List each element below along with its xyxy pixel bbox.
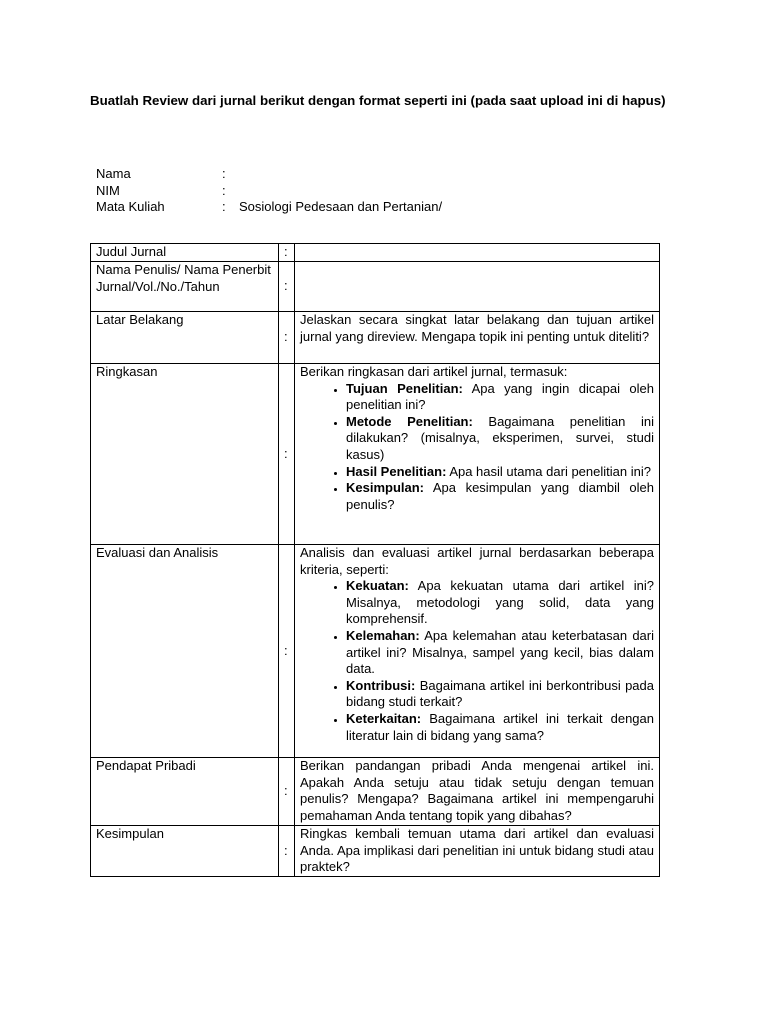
item-text: Bagaimana penelitian ini dilakukan? (misalnya, eksperimen, survei, studi kasus) [346, 413, 654, 462]
list-item [346, 578, 654, 628]
item-text: Apa kelemahan atau keterbatasan dari artikel ini? Misalnya, sampel yang kecil, bias dalam data. [346, 627, 654, 677]
ringkasan-list [300, 381, 654, 514]
document-heading: Buatlah Review dari jurnal berikut dengan format seperti ini (pada saat upload ini di hapus) [90, 93, 666, 108]
identity-block [96, 166, 656, 216]
identity-row-nama [96, 166, 656, 183]
list-item [346, 678, 654, 711]
row-content: Berikan pandangan pribadi Anda mengenai artikel ini. Apakah Anda setuju atau tidak setuju dengan temuan penulis? Mengapa? Bagaimana artikel ini mempengaruhi pemahaman Anda tentang topik yang dibahas? [295, 758, 660, 826]
row-colon: : [279, 826, 295, 877]
row-colon: : [279, 545, 295, 758]
identity-colon: : [222, 166, 226, 181]
review-table [90, 243, 660, 877]
row-label: Kesimpulan [91, 826, 279, 877]
item-term: Kesimpulan: [346, 480, 425, 496]
item-text: Apa yang ingin dicapai oleh penelitian ini? [346, 380, 654, 413]
identity-colon: : [222, 182, 226, 198]
row-nama-penulis [91, 262, 660, 312]
item-term: Hasil Penelitian: [346, 463, 447, 479]
item-text: Bagaimana artikel ini terkait dengan literatur lain di bidang yang sama? [346, 710, 654, 743]
identity-colon: : [222, 199, 226, 214]
row-label: Latar Belakang [91, 312, 279, 364]
row-content: Jelaskan secara singkat latar belakang dan tujuan artikel jurnal yang direview. Mengapa topik ini penting untuk diteliti? [295, 312, 660, 364]
row-label: Nama Penulis/ Nama Penerbit Jurnal/Vol./No./Tahun [91, 262, 279, 312]
row-pendapat-pribadi [91, 758, 660, 826]
row-content [295, 244, 660, 262]
item-text: Bagaimana artikel ini berkontribusi pada bidang studi terkait? [346, 677, 654, 710]
row-content [295, 364, 660, 545]
row-ringkasan [91, 364, 660, 545]
identity-value [239, 166, 656, 183]
item-text: Apa hasil utama dari penelitian ini? [446, 463, 651, 479]
evaluasi-list [300, 578, 654, 744]
row-colon: : [279, 262, 295, 312]
row-kesimpulan [91, 826, 660, 877]
row-colon: : [279, 758, 295, 826]
row-label: Evaluasi dan Analisis [91, 545, 279, 758]
identity-label: Nama [96, 166, 131, 181]
identity-row-nim [96, 183, 656, 200]
row-label: Pendapat Pribadi [91, 758, 279, 826]
row-evaluasi [91, 545, 660, 758]
row-content [295, 545, 660, 758]
row-judul-jurnal [91, 244, 660, 262]
item-term: Tujuan Penelitian: [346, 380, 463, 396]
list-item [346, 711, 654, 744]
item-text: Apa kekuatan utama dari artikel ini? Misalnya, metodologi yang solid, data yang komprehensif. [346, 578, 654, 627]
list-item [346, 414, 654, 464]
item-term: Keterkaitan: [346, 710, 422, 726]
evaluasi-intro: Analisis dan evaluasi artikel jurnal berdasarkan beberapa kriteria, seperti: [300, 545, 654, 577]
item-term: Kontribusi: [346, 677, 416, 693]
item-term: Metode Penelitian: [346, 413, 473, 429]
list-item [346, 464, 654, 481]
row-colon: : [279, 312, 295, 364]
item-term: Kekuatan: [346, 578, 409, 594]
row-content [295, 262, 660, 312]
item-text: Apa kesimpulan yang diambil oleh penulis? [346, 480, 654, 512]
list-item [346, 480, 654, 513]
row-label: Ringkasan [91, 364, 279, 545]
list-item [346, 381, 654, 414]
ringkasan-intro: Berikan ringkasan dari artikel jurnal, termasuk: [300, 364, 568, 379]
identity-label: NIM [96, 182, 120, 198]
list-item [346, 628, 654, 678]
row-label: Judul Jurnal [91, 244, 279, 262]
item-term: Kelemahan: [346, 627, 420, 643]
identity-value: Sosiologi Pedesaan dan Pertanian/ [239, 199, 443, 214]
row-colon: : [279, 244, 295, 262]
row-latar-belakang [91, 312, 660, 364]
identity-row-mata-kuliah [96, 199, 656, 216]
identity-label: Mata Kuliah [96, 199, 165, 214]
row-content: Ringkas kembali temuan utama dari artikel dan evaluasi Anda. Apa implikasi dari penelitian ini untuk bidang studi atau praktek? [295, 826, 660, 877]
row-colon: : [279, 364, 295, 545]
identity-value [239, 183, 656, 200]
